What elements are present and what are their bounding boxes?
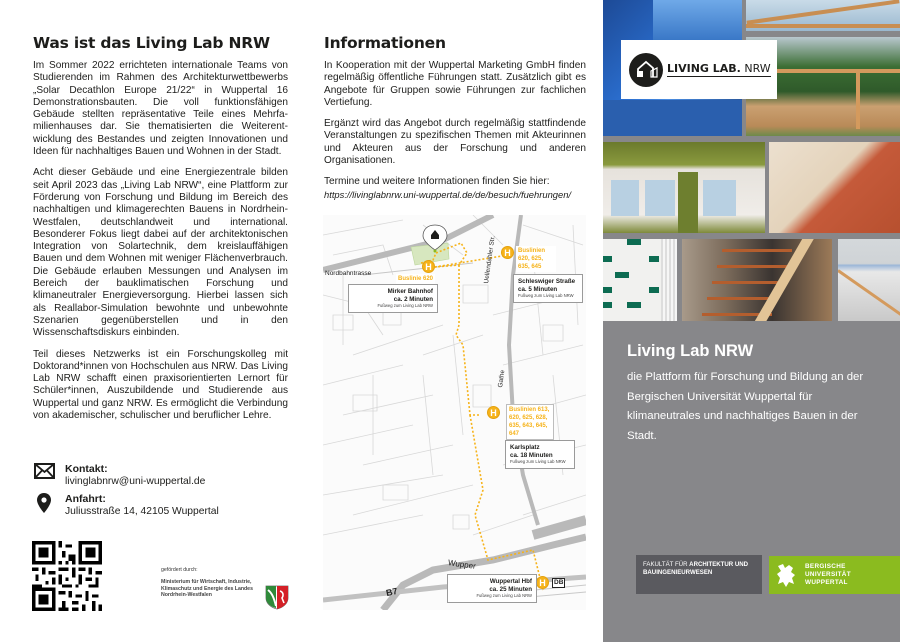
paragraph: Acht dieser Gebäude und eine Energiezentrale bilden seit April 2023 das „Living Lab NRW“, eine Plattform zur Förderung von Forschung und Bildung im Bereich des nachhaltigen und klimagerechten Bauens in Nordrhein-Westfalen, deutschlandweit und international. Besonderer Fokus liegt dabei auf der architektonischen Integration von Solartechnik, dem kreislauffähigen Bauen und dem Wohnen mit weniger Flächenverbrauch. Die Gebäude erlauben Messungen und Analysen im Bereich der bauklimatischen Forschung und klimaneutraler Energieversorgung. Hierbei lassen sich als Reallabor-Simulation bewohnte und unbewohnte Szenarien gegenüberstellen und in den Wissenschaftsdiskurs einbinden. <box>33 167 288 339</box>
bus-stop-marker-hbf[interactable]: H <box>536 576 549 589</box>
paragraph: In Kooperation mit der Wuppertal Marketing GmbH finden regelmäßig öffentliche Führungen statt. Zusätzlich gibt es Angebote für Gruppen sowie Führungen zur fachlichen Vertiefung. <box>324 60 586 108</box>
nrw-crest-logo <box>264 584 290 610</box>
stop-walk-note: Fußweg zum Living Lab NRW <box>476 593 532 599</box>
faculty-logo <box>636 555 762 594</box>
university-line-1: BERGISCHE <box>805 562 846 570</box>
university-line-3: WUPPERTAL <box>805 579 848 587</box>
river-label-wupper: Wupper <box>447 558 477 571</box>
photo-steel-staircase <box>682 239 832 321</box>
stop-walk-time: ca. 18 Minuten <box>510 451 553 459</box>
middle-body-text <box>324 60 586 210</box>
contact-label: Kontakt: <box>65 463 108 475</box>
middle-section-title: Informationen <box>324 34 446 52</box>
left-body-text <box>33 60 288 431</box>
qr-code[interactable] <box>32 541 102 611</box>
contact-block <box>33 463 205 488</box>
stop-walk-time: ca. 5 Minuten <box>518 285 558 293</box>
ministry-name: Ministerium für Wirtschaft, Industrie, Klimaschutz und Energie des Landes Nordrhein-Westfalen <box>161 579 253 598</box>
left-panel <box>0 0 300 642</box>
stop-walk-time: ca. 2 Minuten <box>393 295 433 303</box>
stop-card-schleswiger <box>513 274 583 303</box>
faculty-name: ARCHITEKTUR UND BAUINGENIEURWESEN <box>643 561 749 577</box>
university-logo <box>769 556 900 594</box>
university-line-2: UNIVERSITÄT <box>805 570 851 578</box>
lion-emblem-icon <box>775 562 797 588</box>
stop-name: Schleswiger Straße <box>518 278 576 285</box>
stop-card-hbf <box>447 574 537 603</box>
location-map[interactable] <box>323 215 586 610</box>
logo-text-bold: LIVING LAB. <box>667 62 741 75</box>
stop-name: Karlsplatz <box>510 444 540 451</box>
right-panel-title: Living Lab NRW <box>627 342 754 360</box>
photo-roof-detail <box>838 239 900 321</box>
stop-walk-time: ca. 25 Minuten <box>489 585 532 593</box>
directions-address: Juliusstraße 14, 42105 Wuppertal <box>65 506 219 517</box>
funding-note <box>161 567 256 598</box>
middle-panel <box>300 0 600 642</box>
paragraph: Teil dieses Netzwerks ist ein Forschungskolleg mit Doktorand*innen von Hochschulen aus NRW. Das Living Lab NRW schafft einen praxisorientierten Lernort für Schüler*innen, Auszubildende und Studierende aus Wuppertal und ganz NRW. Es ermöglicht die Verbindung von akademischer, schulischer und beruflicher Lehre. <box>33 348 288 422</box>
logo-text-thin: NRW <box>740 62 771 75</box>
street-label-uellendahler: Uellendahler Str. <box>483 235 497 284</box>
stop-card-mirker <box>348 284 438 313</box>
bus-lines-schleswiger: Buslinien 620, 625, 635, 645 <box>516 246 556 272</box>
stop-name: Mirker Bahnhof <box>387 288 433 295</box>
paragraph: Im Sommer 2022 errichteten internationale Teams von Studierenden im Rahmen des Architekturwettbewerbs „Solar Decathlon Europe 21/22“ in Wuppertal 16 Demonstrationsbauten. Die voll funktionsfähigen Gebäude stellten repräsentative Teile eines Mehrfamilienhauses dar. Sie thematisierten die Weiterentwicklung des Bestandes und zeigten Innovationen und Ideen für nachhaltiges Bauen und Wohnen in der Stadt. <box>33 60 288 158</box>
faculty-prefix: FAKULTÄT FÜR <box>643 561 690 568</box>
db-rail-badge: DB <box>554 579 564 586</box>
house-logo-icon <box>629 53 663 87</box>
directions-label: Anfahrt: <box>65 493 106 505</box>
directions-block <box>33 493 219 518</box>
paragraph: Ergänzt wird das Angebot durch regelmäßig stattfindende Veranstaltungen zu spezifischen Themen mit Akteurinnen und Akteuren aus der Forschung und anderen Organisationen. <box>324 118 586 167</box>
road-label-b7: B7 <box>385 585 399 599</box>
envelope-icon <box>33 463 55 479</box>
funded-by-label: gefördert durch: <box>161 567 198 573</box>
stop-walk-note: Fußweg zum Living Lab NRW <box>377 303 433 309</box>
bus-lines-mirker: Buslinie 620 <box>398 276 434 282</box>
tours-link[interactable]: https://livinglabnrw.uni-wuppertal.de/de/besuch/fuehrungen/ <box>324 188 572 200</box>
map-pin-icon <box>33 493 55 513</box>
stop-walk-note: Fußweg zum Living Lab NRW <box>518 293 574 299</box>
contact-email-link[interactable]: livinglabnrw@uni-wuppertal.de <box>65 476 206 487</box>
bus-stop-marker-schleswiger[interactable]: H <box>501 246 514 259</box>
info-intro: Termine und weitere Informationen finden Sie hier: <box>324 176 550 188</box>
bus-stop-marker-mirker[interactable]: H <box>422 260 435 273</box>
street-label-nordbahntrasse: Nordbahntrasse <box>325 270 372 277</box>
living-lab-logo <box>621 40 777 99</box>
photo-timber-pergola-top <box>746 0 900 31</box>
right-panel-subtitle: die Plattform für Forschung und Bildung an der Bergischen Universität Wuppertal für klimaneutrales und nachhaltiges Bauen in der Stadt. <box>627 371 864 442</box>
photo-tile-facade <box>603 239 677 321</box>
photo-timber-staircase <box>769 142 900 233</box>
bus-stop-marker-karlsplatz[interactable]: H <box>487 406 500 419</box>
photo-green-wall <box>603 142 765 233</box>
bus-lines-karlsplatz: Buslinien 613, 620, 625, 628, 635, 643, 645, 647 <box>506 404 554 440</box>
stop-card-karlsplatz <box>505 440 575 469</box>
street-label-gathe: Gathe <box>497 369 507 388</box>
left-section-title: Was ist das Living Lab NRW <box>33 34 270 52</box>
stop-name: Wuppertal Hbf <box>489 578 532 585</box>
stop-walk-note: Fußweg zum Living Lab NRW <box>510 459 566 465</box>
